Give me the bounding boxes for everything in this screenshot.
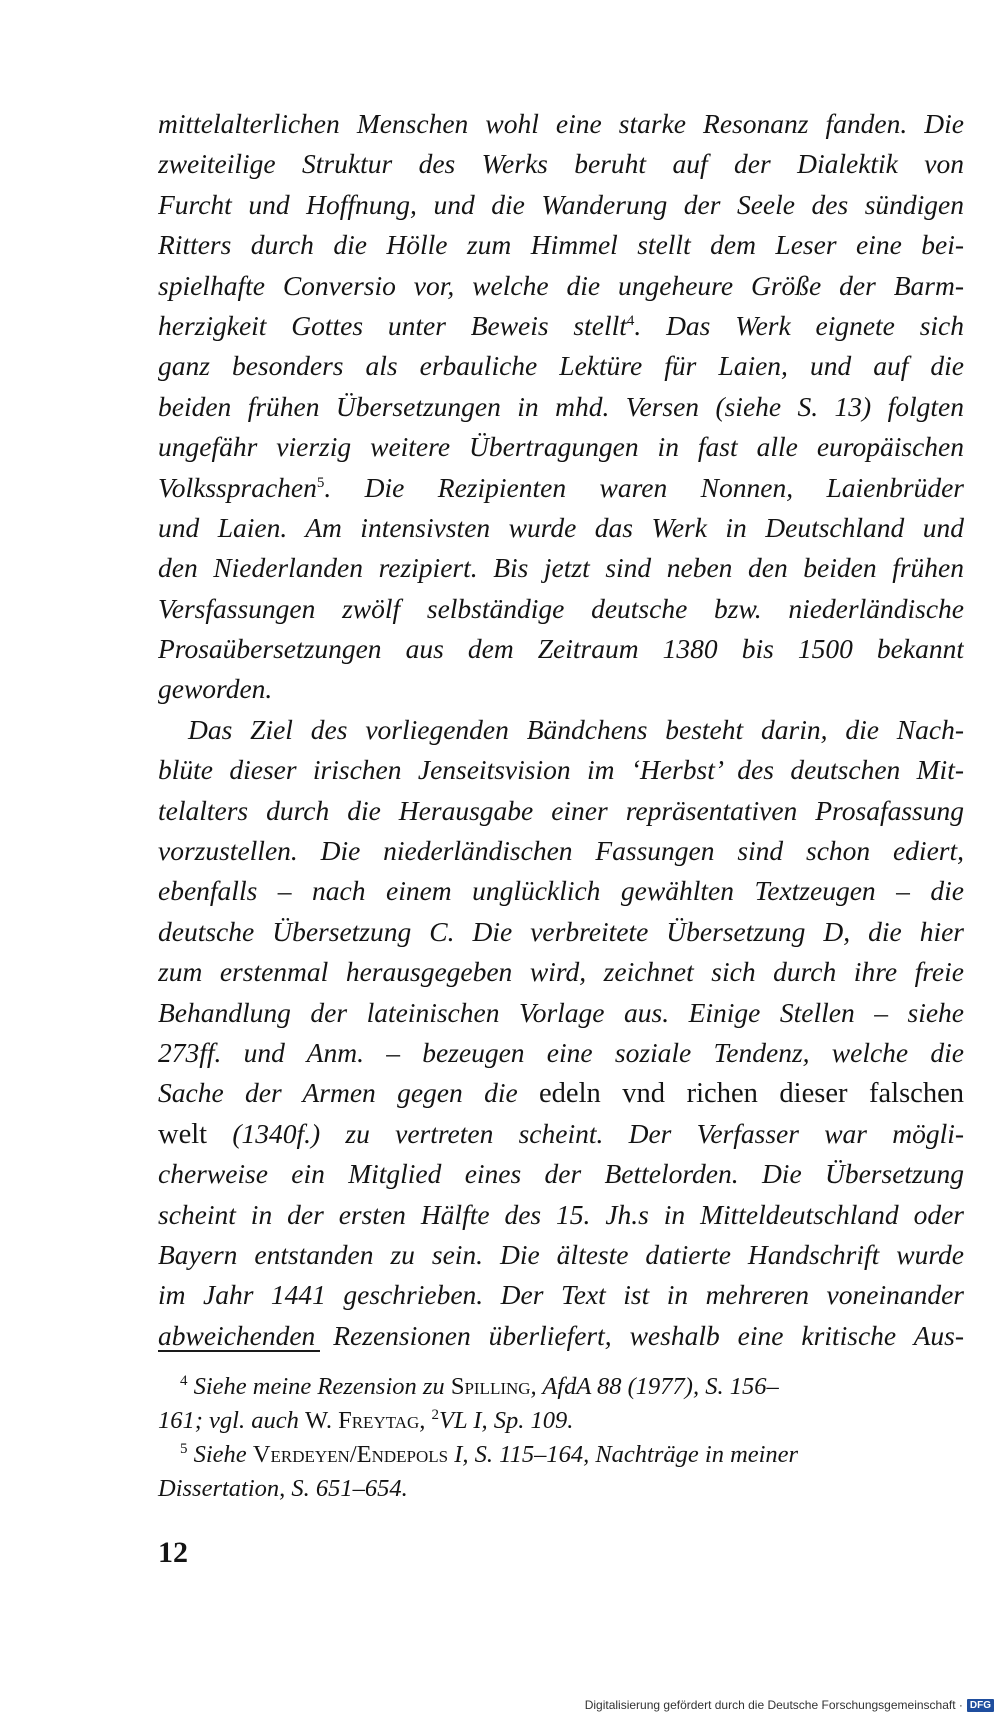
text-line: geworden. xyxy=(158,673,273,705)
text-line: Furcht und Hoffnung, und die Wanderung der Seele des sündigen xyxy=(158,188,964,220)
page-number: 12 xyxy=(158,1536,188,1569)
text-line xyxy=(158,306,964,346)
text-segment: Volkssprachen xyxy=(158,471,317,503)
text-line: 273ff. und Anm. – bezeugen eine soziale Tendenz, welche die xyxy=(158,1036,964,1068)
text-line: Behandlung der lateinischen Vorlage aus. Einige Stellen – siehe xyxy=(158,996,964,1028)
text-line: den Niederlanden rezipiert. Bis jetzt sind neben den beiden frühen xyxy=(158,552,964,584)
footnote-text: , xyxy=(419,1407,426,1434)
footnote-marker: 4 xyxy=(626,312,635,329)
text-line: blüte dieser irischen Jenseitsvision im ‘Herbst’ des deutschen Mit- xyxy=(158,754,964,786)
text-segment: herzigkeit Gottes unter Beweis stellt xyxy=(158,309,627,341)
footnotes xyxy=(158,1370,962,1506)
text-line: cherweise ein Mitglied eines der Bettelorden. Die Übersetzung xyxy=(158,1158,964,1190)
digitization-credit xyxy=(585,1698,994,1712)
credit-text: Digitalisierung gefördert durch die Deutsche Forschungsgemeinschaft · xyxy=(584,1698,963,1712)
footnote-4-continued xyxy=(158,1404,962,1438)
footnote-number: 4 xyxy=(180,1372,188,1389)
line-reference: (1340f.) xyxy=(232,1117,321,1149)
text-line: Prosaübersetzungen aus dem Zeitraum 1380 bis 1500 bekannt xyxy=(158,633,964,665)
footnote-divider xyxy=(158,1350,320,1352)
quoted-source-text: welt xyxy=(158,1118,208,1150)
text-line: spielhafte Conversio vor, welche die ungeheure Größe der Barm- xyxy=(158,269,964,301)
footnote-text: VL I, Sp. 109. xyxy=(439,1407,574,1434)
text-line: Versfassungen zwölf selbständige deutsche bzw. niederländische xyxy=(158,592,964,624)
paragraph-start-line: Das Ziel des vorliegenden Bändchens besteht darin, die Nach- xyxy=(188,713,964,745)
text-segment: zu vertreten scheint. Der Verfasser war mögli- xyxy=(345,1117,964,1149)
text-line: Bayern entstanden zu sein. Die älteste datierte Handschrift wurde xyxy=(158,1238,964,1270)
footnote-text: I, S. 115–164, Nachträge in meiner xyxy=(454,1441,799,1468)
text-line: ungefähr vierzig weitere Übertragungen in fast alle europäischen xyxy=(158,431,964,463)
author-name: Spilling xyxy=(450,1373,531,1400)
text-line: deutsche Übersetzung C. Die verbreitete Übersetzung D, die hier xyxy=(158,915,964,947)
text-line: mittelalterlichen Menschen wohl eine starke Resonanz fanden. Die xyxy=(158,108,964,139)
text-line: zum erstenmal herausgegeben wird, zeichnet sich durch ihre freie xyxy=(158,956,964,988)
footnote-text: , AfdA 88 (1977), S. 156– xyxy=(530,1373,779,1400)
text-line: im Jahr 1441 geschrieben. Der Text ist in mehreren voneinander xyxy=(158,1279,964,1311)
text-line: zweiteilige Struktur des Werks beruht auf der Dialektik von xyxy=(158,148,964,180)
footnote-marker: 5 xyxy=(316,474,325,491)
footnote-number: 5 xyxy=(180,1440,188,1457)
text-segment: . Die Rezipienten waren Nonnen, Laienbrüder xyxy=(324,471,964,503)
footnote-text: Siehe meine Rezension zu xyxy=(193,1373,445,1400)
author-name: W. Freytag xyxy=(304,1407,420,1434)
author-name: Verdeyen/Endepols xyxy=(252,1441,449,1468)
text-line: ganz besonders als erbauliche Lektüre für Laien, und auf die xyxy=(158,350,964,382)
main-text xyxy=(158,104,964,1356)
edition-number: 2 xyxy=(431,1406,440,1423)
text-line: Ritters durch die Hölle zum Himmel stellt dem Leser eine bei- xyxy=(158,229,964,261)
text-line: ebenfalls – nach einem unglücklich gewählten Textzeugen – die xyxy=(158,875,964,907)
text-line: und Laien. Am intensivsten wurde das Werk in Deutschland und xyxy=(158,511,964,543)
text-line: abweichenden Rezensionen überliefert, weshalb eine kritische Aus- xyxy=(158,1319,964,1351)
footnote-text: 161; vgl. auch xyxy=(158,1407,299,1434)
text-line xyxy=(158,1073,964,1113)
footnote-5 xyxy=(158,1438,962,1472)
footnote-5-continued: Dissertation, S. 651–654. xyxy=(158,1475,408,1502)
footnote-text: Siehe xyxy=(193,1441,247,1468)
text-line: beiden frühen Übersetzungen in mhd. Versen (siehe S. 13) folgten xyxy=(158,390,964,422)
text-line: telalters durch die Herausgabe einer repräsentativen Prosafassung xyxy=(158,794,964,826)
text-line xyxy=(158,468,964,508)
text-segment: Sache der Armen gegen die xyxy=(158,1077,518,1109)
text-line: scheint in der ersten Hälfte des 15. Jh.s in Mitteldeutschland oder xyxy=(158,1198,964,1230)
quoted-source-text: edeln vnd richen dieser falschen xyxy=(539,1078,964,1110)
dfg-logo: DFG xyxy=(967,1699,994,1712)
text-line: vorzustellen. Die niederländischen Fassungen sind schon ediert, xyxy=(158,835,964,867)
text-line xyxy=(158,1114,964,1154)
text-segment: . Das Werk eignete sich xyxy=(634,309,964,341)
footnote-4 xyxy=(158,1370,962,1404)
